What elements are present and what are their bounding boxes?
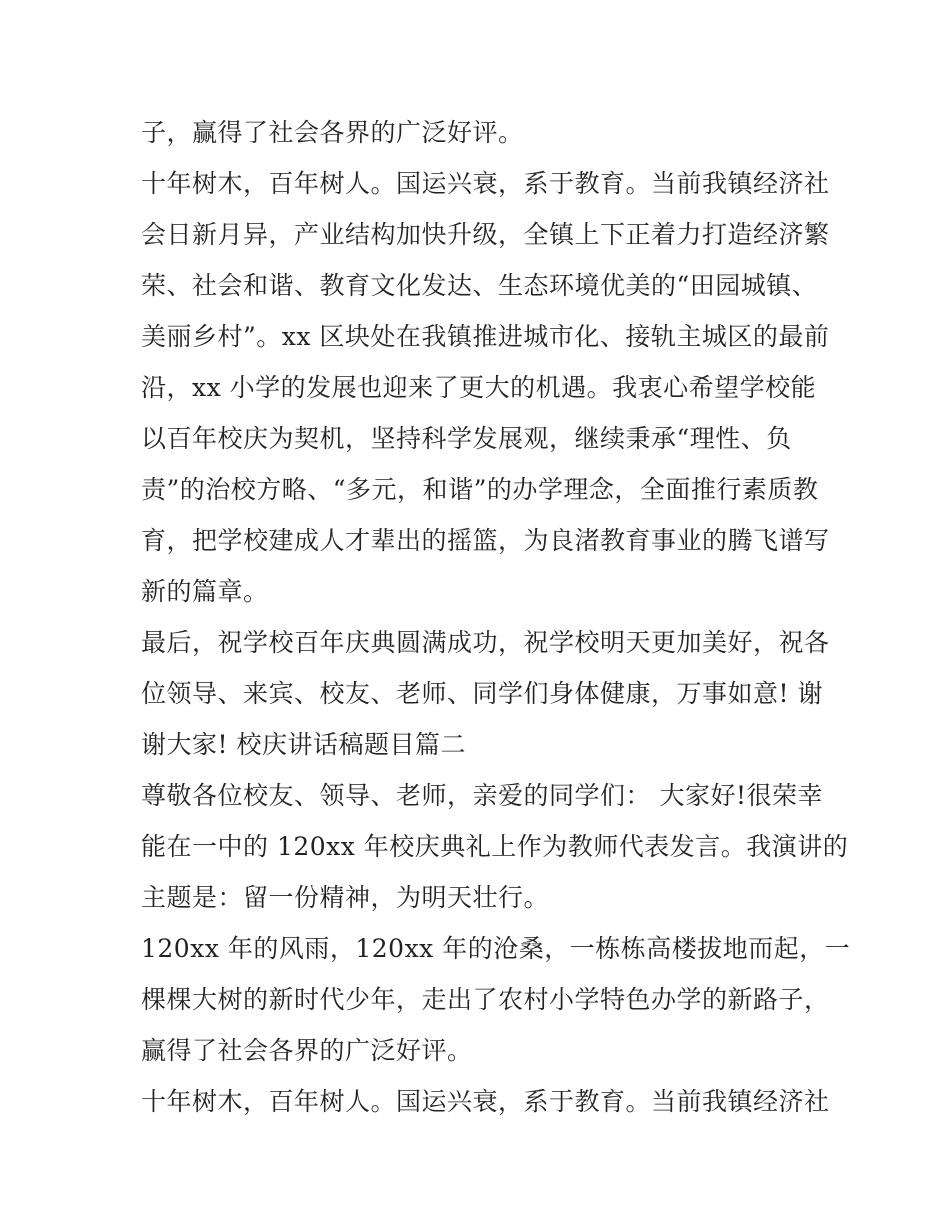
text-line: 能在一中的 120xx 年校庆典礼上作为教师代表发言。我演讲的 <box>141 832 849 861</box>
text-line: 棵棵大树的新时代少年，走出了农村小学特色办学的新路子， <box>141 985 830 1014</box>
text-line: 主题是：留一份精神，为明天壮行。 <box>141 883 550 912</box>
text-line: 120xx 年的风雨，120xx 年的沧桑，一栋栋高楼拔地而起，一 <box>141 934 851 963</box>
text-line: 谢大家! 校庆讲话稿题目篇二 <box>141 730 466 759</box>
text-line: 十年树木，百年树人。国运兴衰，系于教育。当前我镇经济社 <box>141 1087 830 1116</box>
text-line: 美丽乡村”。xx 区块处在我镇推进城市化、接轨主城区的最前 <box>141 322 830 351</box>
text-line: 位领导、来宾、校友、老师、同学们身体健康，万事如意! 谢 <box>141 679 823 708</box>
text-line: 尊敬各位校友、领导、老师，亲爱的同学们： 大家好!很荣幸 <box>141 781 823 810</box>
text-line: 会日新月异，产业结构加快升级，全镇上下正着力打造经济繁 <box>141 220 830 249</box>
text-line: 最后，祝学校百年庆典圆满成功，祝学校明天更加美好，祝各 <box>141 628 830 657</box>
text-line: 以百年校庆为契机，坚持科学发展观，继续秉承“理性、负 <box>141 424 792 453</box>
text-line: 沿，xx 小学的发展也迎来了更大的机遇。我衷心希望学校能 <box>141 373 817 402</box>
text-line: 荣、社会和谐、教育文化发达、生态环境优美的“田园城镇、 <box>141 271 818 300</box>
text-line: 子，赢得了社会各界的广泛好评。 <box>141 118 524 147</box>
text-line: 新的篇章。 <box>141 577 269 606</box>
text-line: 责”的治校方略、“多元，和谐”的办学理念，全面推行素质教 <box>141 475 819 504</box>
text-line: 育，把学校建成人才辈出的摇篮，为良渚教育事业的腾飞谱写 <box>141 526 830 555</box>
text-line: 十年树木，百年树人。国运兴衰，系于教育。当前我镇经济社 <box>141 169 830 198</box>
text-line: 赢得了社会各界的广泛好评。 <box>141 1036 473 1065</box>
document-body <box>141 107 851 1127</box>
